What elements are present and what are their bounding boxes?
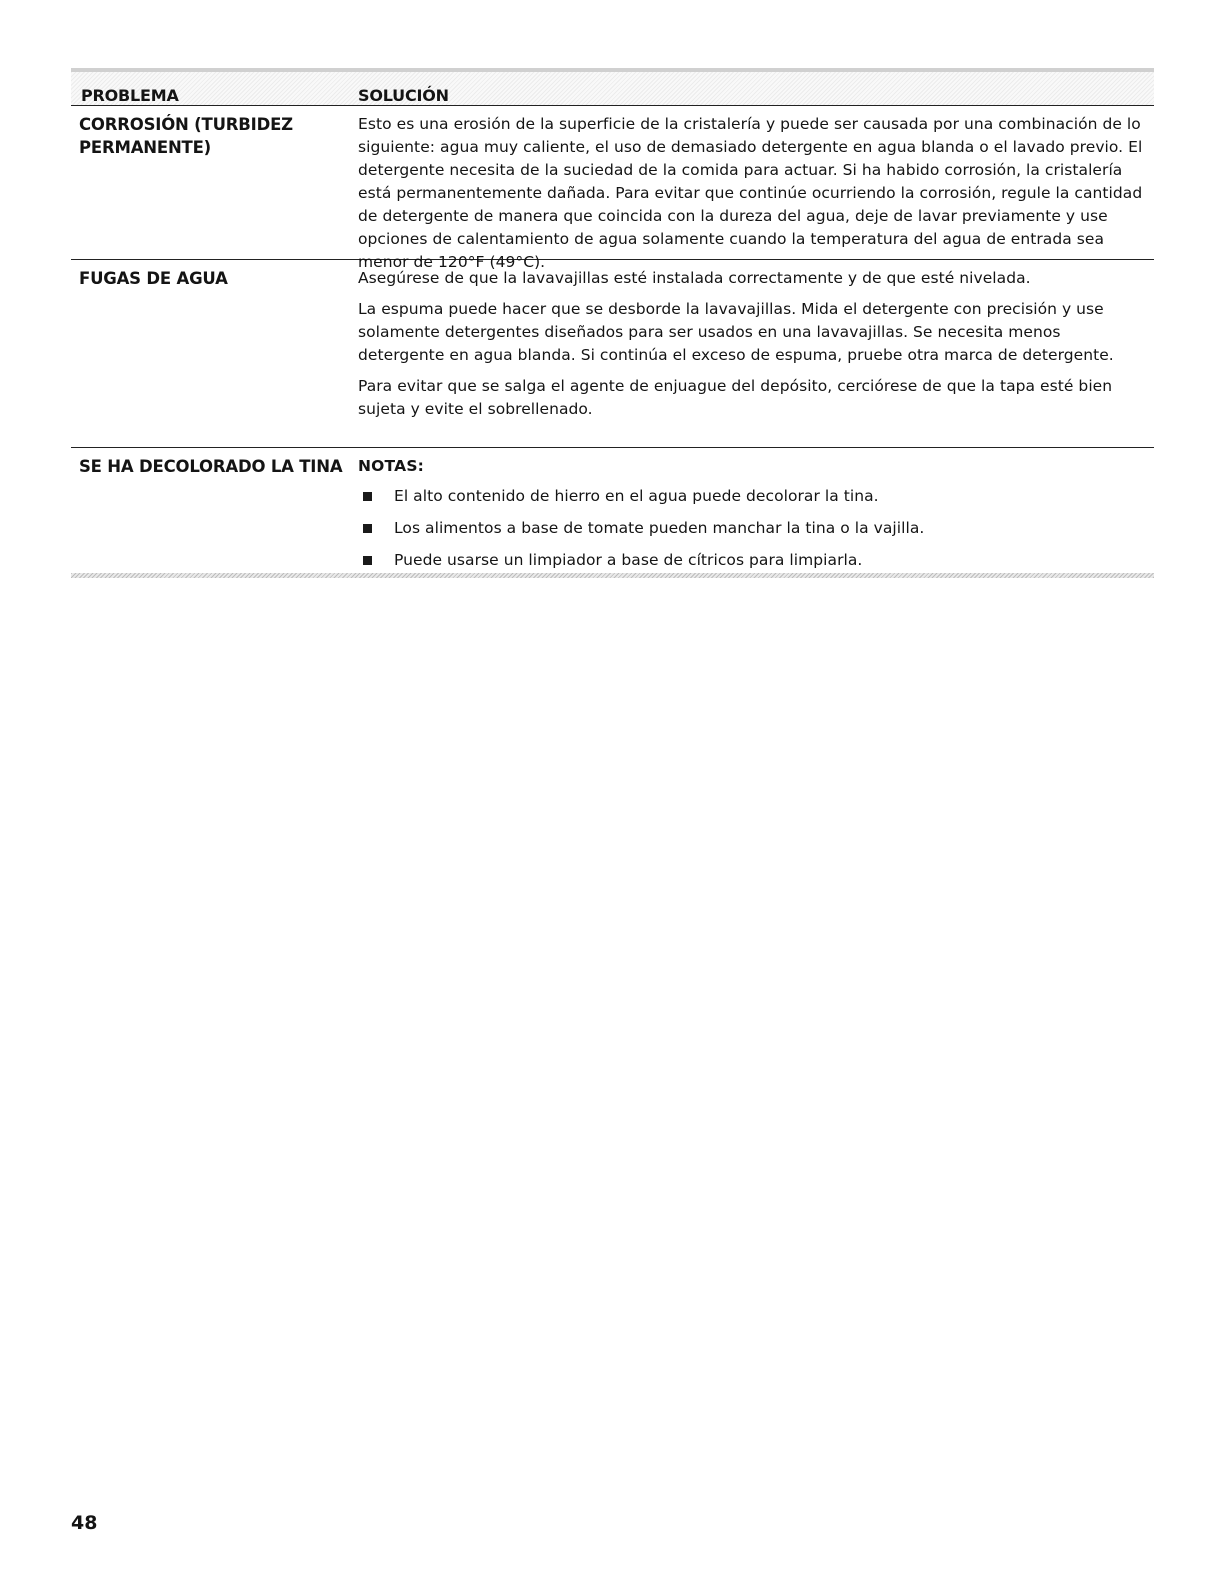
header-problem: PROBLEMA bbox=[81, 86, 179, 105]
list-item bbox=[358, 549, 1148, 572]
notes-list bbox=[358, 485, 1148, 572]
solution-paragraph: Asegúrese de que la lavavajillas esté instalada correctamente y de que esté nivelada. bbox=[358, 269, 1031, 287]
solution-cell bbox=[358, 106, 1154, 271]
notes-label: NOTAS: bbox=[358, 457, 425, 475]
list-item-text: Puede usarse un limpiador a base de cítricos para limpiarla. bbox=[394, 551, 863, 569]
problem-cell: SE HA DECOLORADO LA TINA bbox=[79, 457, 343, 476]
list-item-text: El alto contenido de hierro en el agua puede decolorar la tina. bbox=[394, 487, 879, 505]
square-bullet-icon bbox=[363, 524, 372, 533]
solution-paragraph: Para evitar que se salga el agente de enjuague del depósito, cerciórese de que la tapa esté bien sujeta y evite el sobrellenado. bbox=[358, 377, 1113, 418]
page-number: 48 bbox=[71, 1512, 98, 1534]
table-row bbox=[71, 448, 1154, 586]
solution-paragraph: Esto es una erosión de la superficie de la cristalería y puede ser causada por una combinación de lo siguiente: agua muy caliente, el uso de demasiado detergente en agua blanda o el lavado previo. El detergente necesita de la suciedad de la comida para actuar. Si ha habido corrosión, la cristalería está permanentemente dañada. Para evitar que continúe ocurriendo la corrosión, regule la cantidad de detergente de manera que coincida con la dureza del agua, deje de lavar previamente y use opciones de calentamiento de agua solamente cuando la temperatura del agua de entrada sea menor de 120°F (49°C). bbox=[358, 115, 1143, 271]
list-item bbox=[358, 485, 1148, 508]
table-bottom-border bbox=[71, 573, 1154, 578]
square-bullet-icon bbox=[363, 492, 372, 501]
solution-cell bbox=[358, 260, 1154, 447]
list-item-text: Los alimentos a base de tomate pueden manchar la tina o la vajilla. bbox=[394, 519, 925, 537]
problem-cell: CORROSIÓN (TURBIDEZ PERMANENTE) bbox=[79, 115, 293, 157]
table-row bbox=[71, 106, 1154, 271]
solution-paragraph: La espuma puede hacer que se desborde la lavavajillas. Mida el detergente con precisión y use solamente detergentes diseñados para ser usados en una lavavajillas. Se necesita menos detergente en agua blanda. Si continúa el exceso de espuma, pruebe otra marca de detergente. bbox=[358, 300, 1114, 364]
list-item bbox=[358, 517, 1148, 540]
troubleshooting-table bbox=[71, 68, 1154, 586]
problem-cell: FUGAS DE AGUA bbox=[79, 269, 228, 288]
square-bullet-icon bbox=[363, 556, 372, 565]
table-header bbox=[71, 68, 1154, 106]
header-solution: SOLUCIÓN bbox=[358, 86, 449, 105]
table-row bbox=[71, 260, 1154, 448]
solution-cell bbox=[358, 448, 1154, 586]
